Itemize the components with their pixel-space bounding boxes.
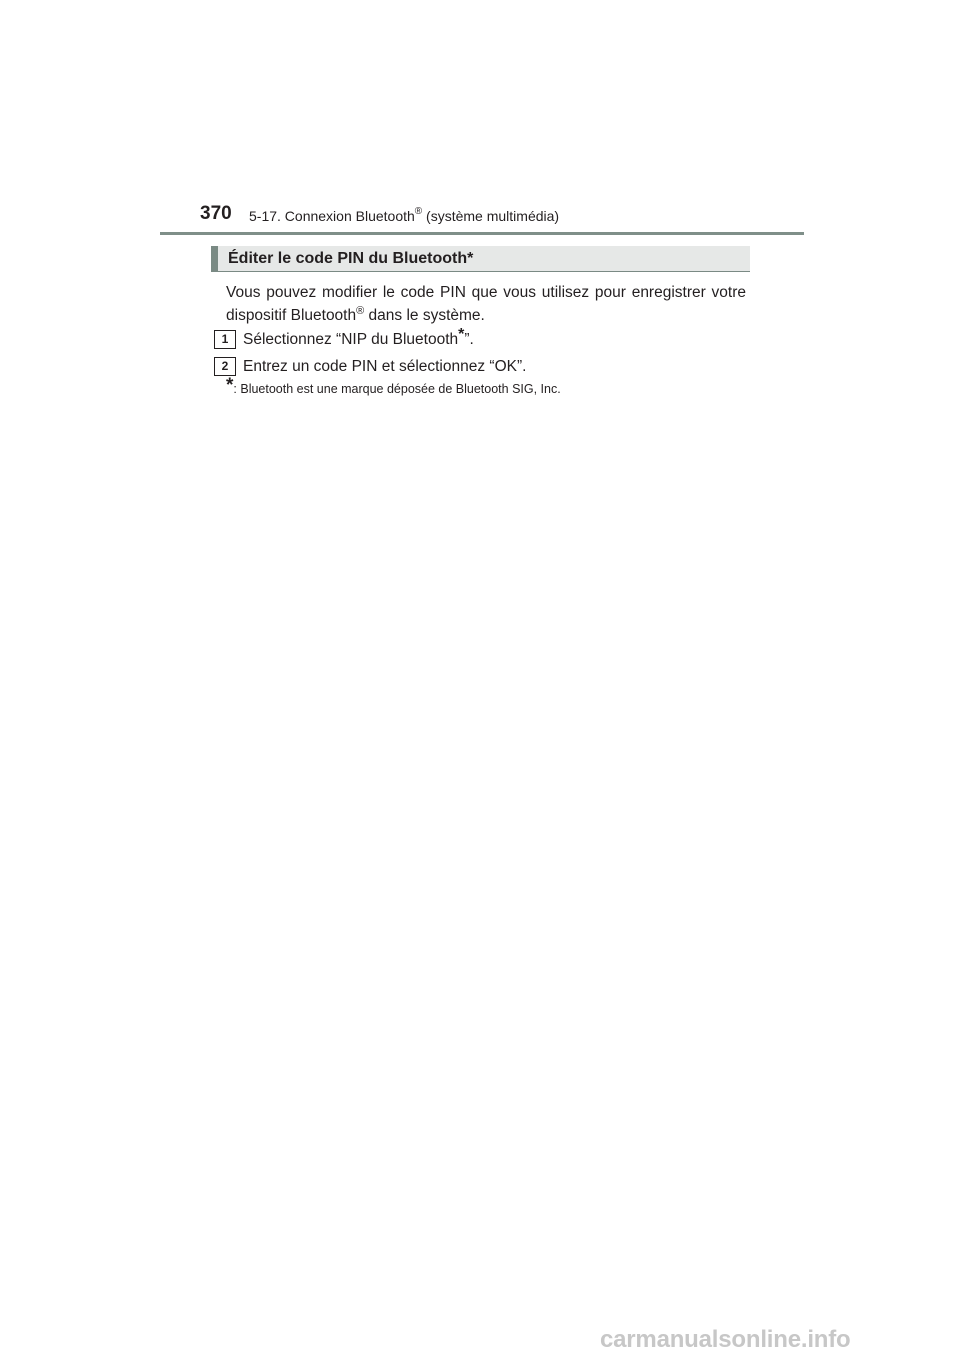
step-text bbox=[243, 326, 474, 351]
section-heading bbox=[211, 246, 750, 272]
section-heading-text: Éditer le code PIN du Bluetooth* bbox=[228, 250, 474, 267]
registered-mark: ® bbox=[356, 304, 365, 317]
header-rule bbox=[160, 232, 804, 235]
watermark: carmanualsonline.info bbox=[600, 1326, 851, 1353]
step-1 bbox=[214, 326, 754, 351]
running-title bbox=[249, 208, 559, 224]
intro-paragraph bbox=[226, 281, 746, 327]
page-number: 370 bbox=[200, 203, 232, 224]
running-title-suffix: (système multimédia) bbox=[422, 208, 560, 224]
step-number-badge: 2 bbox=[214, 357, 236, 376]
registered-mark: ® bbox=[414, 206, 423, 218]
step-text: Entrez un code PIN et sélectionnez “OK”. bbox=[243, 358, 527, 375]
intro-text: Vous pouvez modifier le code PIN que vous utilisez pour enregistrer votre dispositif Bluetooth bbox=[226, 284, 746, 324]
footnote-text: : Bluetooth est une marque déposée de Bluetooth SIG, Inc. bbox=[233, 382, 561, 396]
step-2 bbox=[214, 356, 754, 378]
footnote bbox=[226, 375, 746, 396]
asterisk-mark: * bbox=[458, 326, 465, 343]
step-text-before: Sélectionnez “NIP du Bluetooth bbox=[243, 331, 459, 348]
step-text-after: ”. bbox=[464, 331, 474, 348]
running-title-prefix: 5-17. Connexion Bluetooth bbox=[249, 208, 415, 224]
step-number-badge: 1 bbox=[214, 330, 236, 349]
intro-text-end: dans le système. bbox=[364, 307, 485, 324]
page-header bbox=[200, 203, 760, 231]
asterisk-mark: * bbox=[226, 375, 234, 396]
